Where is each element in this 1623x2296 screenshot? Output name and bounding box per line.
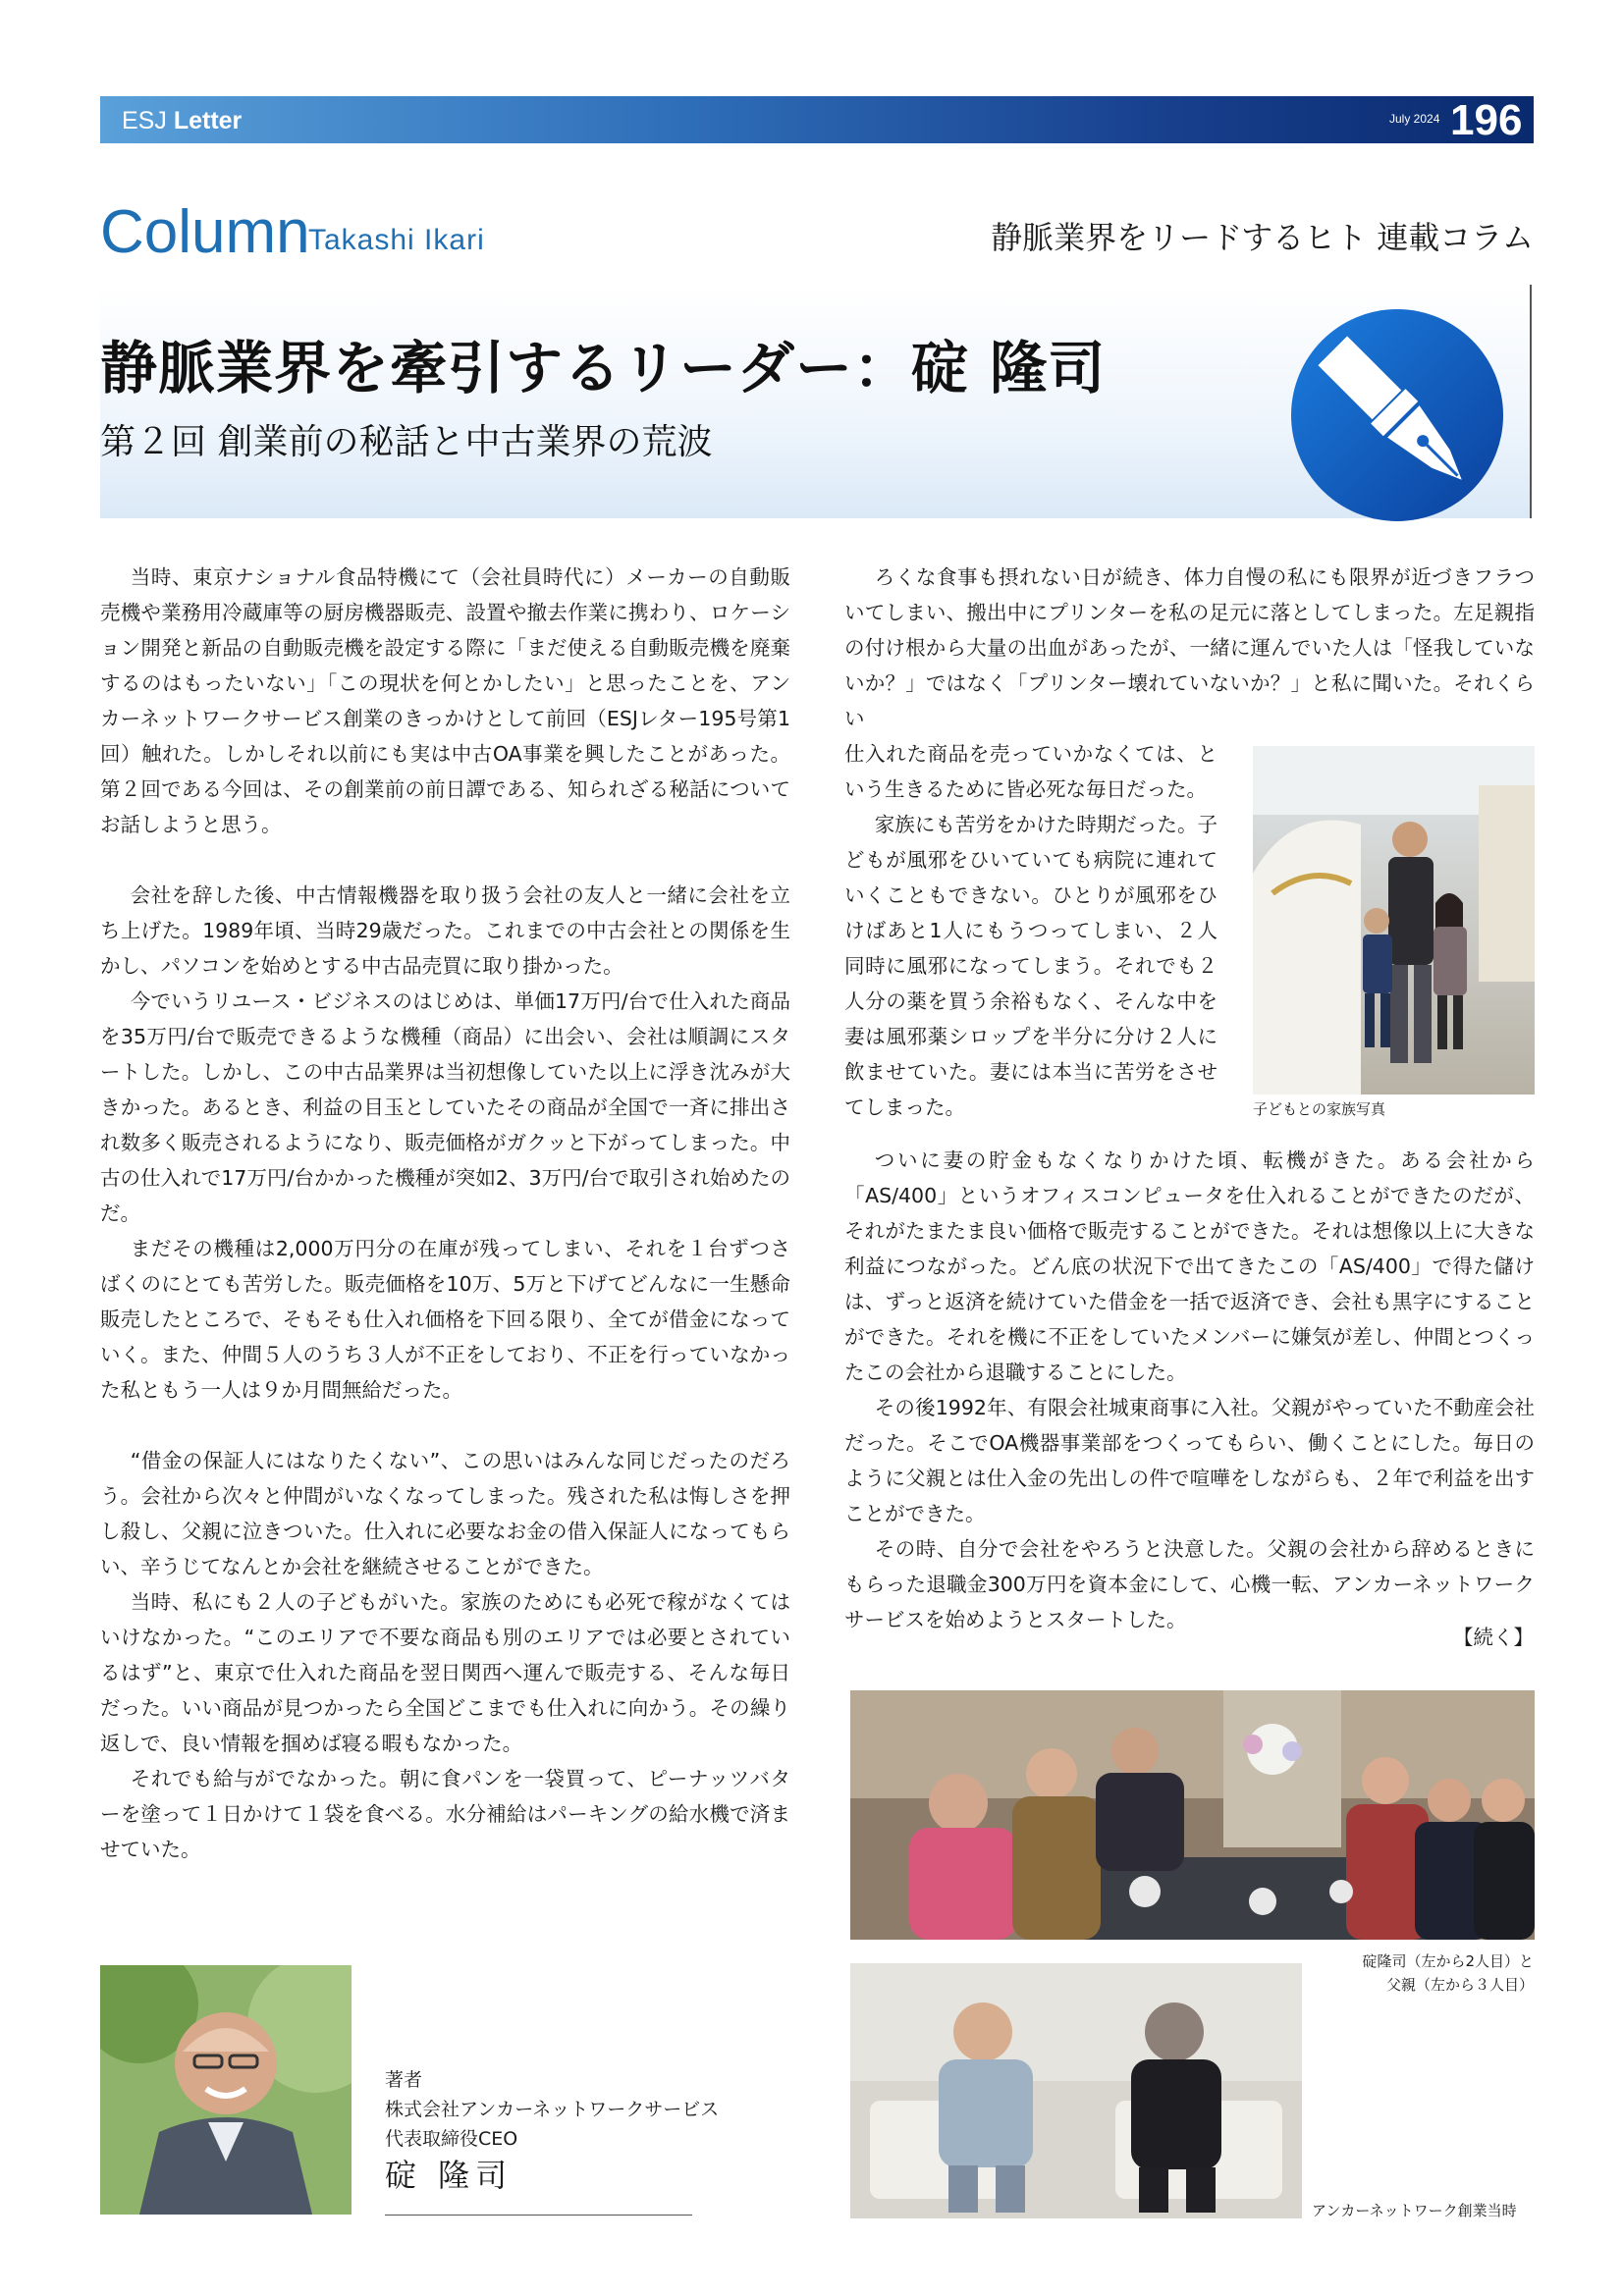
issue-number: 196 [1450, 96, 1523, 144]
paragraph: その時、自分で会社をやろうと決意した。父親の会社から辞めるときにもらった退職金300万円を資本金にして、心機一転、アンカーネットワークサービスを始めようとスタートした。 [844, 1537, 1535, 1631]
article-right-column-wrap [844, 736, 1217, 1125]
header-bar [100, 96, 1534, 143]
paragraph: “借金の保証人にはなりたくない”、この思いはみんな同じだったのだろう。会社から次々と仲間がいなくなってしまった。残された私は悔しさを押し殺し、父親に泣きついた。仕入れに必要なお金の借入保証人になってもらい、辛うじてなんとか会社を継続させることができた。 [100, 1449, 790, 1578]
column-author: Takashi Ikari [308, 224, 485, 256]
dinner-photo [850, 1690, 1535, 1940]
paragraph: ろくな食事も摂れない日が続き、体力自慢の私にも限界が近づきフラついてしまい、搬出中にプリンターを私の足元に落としてしまった。左足親指の付け根から大量の出血があったが、一緒に運んでいた人は「怪我していないか？」ではなく「プリンター壊れていないか？」と私に聞いた。それくらい [844, 565, 1535, 730]
author-credentials [385, 2065, 719, 2154]
paragraph: ついに妻の貯金もなくなりかけた頃、転機がきた。ある会社から「AS/400」というオフィスコンピュータを仕入れることができたのだが、それがたまたま良い価格で販売することができた。それは想像以上に大きな利益につながった。どん底の状況下で出てきたこの「AS/400」で得た儲けは、ずっと返済を続けていた借金を一括で返済でき、会社も黒字にすることができた。それを機に不正をしていたメンバーに嫌気が差し、仲間とつくったこの会社から退職することにした。 [844, 1148, 1535, 1384]
paragraph: 仕入れた商品を売っていかなくては、という生きるために皆必死な毎日だった。 [844, 742, 1217, 801]
paragraph: 会社を辞した後、中古情報機器を取り扱う会社の友人と一緒に会社を立ち上げた。1989年頃、当時29歳だった。これまでの中古会社との関係を生かし、パソコンを始めとする中古品売買に取り掛かった。 [100, 883, 790, 978]
article-right-column-bottom [844, 1143, 1535, 1637]
author-name: 碇 隆司 [385, 2157, 514, 2194]
column-label: Column [100, 198, 310, 266]
paragraph: 当時、東京ナショナル食品特機にて（会社員時代に）メーカーの自動販売機や業務用冷蔵庫等の厨房機器販売、設置や撤去作業に携わり、ロケーション開発と新品の自動販売機を設定する際に「まだ使える自動販売機を廃棄するのはもったいない」「この現状を何とかしたい」と思ったことを、アンカーネットワークサービス創業のきっかけとして前回（ESJレター195号第1回）触れた。しかしそれ以前にも実は中古OA事業を興したことがあった。第２回である今回は、その創業前の前日譚である、知られざる秘話についてお話しようと思う。 [100, 565, 790, 836]
brand-logo: ESJ Letter [122, 107, 243, 134]
series-title: 静脈業界をリードするヒト 連載コラム [991, 219, 1534, 256]
family-photo-caption: 子どもとの家族写真 [1253, 1100, 1386, 1118]
paragraph: 家族にも苦労をかけた時期だった。子どもが風邪をひいていても病院に連れていくこともできない。ひとりが風邪をひけばあと1人にもうつってしまい、２人同時に風邪になってしまう。それでも２人分の薬を買う余裕もなく、そんな中を妻は風邪薬シロップを半分に分け２人に飲ませていた。妻には本当に苦労をさせてしまった。 [844, 813, 1217, 1119]
founding-photo-caption: アンカーネットワーク創業当時 [1312, 2202, 1517, 2219]
continued-label: 【続く】 [1453, 1626, 1534, 1649]
founding-photo [850, 1963, 1302, 2218]
author-company: 株式会社アンカーネットワークサービス [385, 2099, 720, 2120]
paragraph: 今でいうリユース・ビジネスのはじめは、単価17万円/台で仕入れた商品を35万円/台で販売できるような機種（商品）に出会い、会社は順調にスタートした。しかし、この中古品業界は当初想像していた以上に浮き沈みが大きかった。あるとき、利益の目玉としていたその商品が全国で一斉に排出され数多く販売されるようになり、販売価格がガクッと下がってしまった。中古の仕入れで17万円/台かかった機種が突如2、3万円/台で取引され始めたのだ。 [100, 989, 790, 1225]
author-photo [100, 1965, 352, 2215]
paragraph: それでも給与がでなかった。朝に食パンを一袋買って、ピーナッツバターを塗って１日かけて１袋を食べる。水分補給はパーキングの給水機で済ませていた。 [100, 1767, 790, 1861]
issue-month: July 2024 [1389, 112, 1440, 126]
fountain-pen-icon [1286, 304, 1508, 526]
page-title: 静脈業界を牽引するリーダー：碇 隆司 [100, 335, 1107, 401]
paragraph: まだその機種は2,000万円分の在庫が残ってしまい、それを１台ずつさばくのにとても苦労した。販売価格を10万、5万と下げてどんなに一生懸命販売したところで、そもそも仕入れ価格を下回る限り、全てが借金になっていく。また、仲間５人のうち３人が不正をしており、不正を行っていなかった私ともう一人は９か月間無給だった。 [100, 1237, 790, 1402]
dinner-photo-caption [1362, 1949, 1534, 1997]
paragraph: その後1992年、有限会社城東商事に入社。父親がやっていた不動産会社だった。そこでOA機器事業部をつくってもらい、働くことにした。毎日のように父親とは仕入金の先出しの件で喧嘩をしながらも、２年で利益を出すことができた。 [844, 1396, 1535, 1525]
author-title: 代表取締役CEO [385, 2128, 518, 2150]
page-subtitle: 第２回 創業前の秘話と中古業界の荒波 [100, 422, 713, 462]
caption-line: 父親（左から３人目） [1385, 1976, 1534, 1994]
author-divider [385, 2215, 692, 2216]
title-band-edge [1530, 285, 1532, 518]
article-left-column [100, 560, 790, 1867]
family-photo [1253, 746, 1535, 1095]
author-label: 著者 [385, 2069, 423, 2091]
paragraph: 当時、私にも２人の子どもがいた。家族のためにも必死で稼がなくてはいけなかった。“このエリアで不要な商品も別のエリアでは必要とされているはず”と、東京で仕入れた商品を翌日関西へ運んで販売する、そんな毎日だった。いい商品が見つかったら全国どこまでも仕入れに向かう。その繰り返しで、良い情報を掴めば寝る暇もなかった。 [100, 1590, 790, 1755]
article-right-column-top [844, 560, 1535, 736]
caption-line: 碇隆司（左から2人目）と [1362, 1952, 1534, 1970]
